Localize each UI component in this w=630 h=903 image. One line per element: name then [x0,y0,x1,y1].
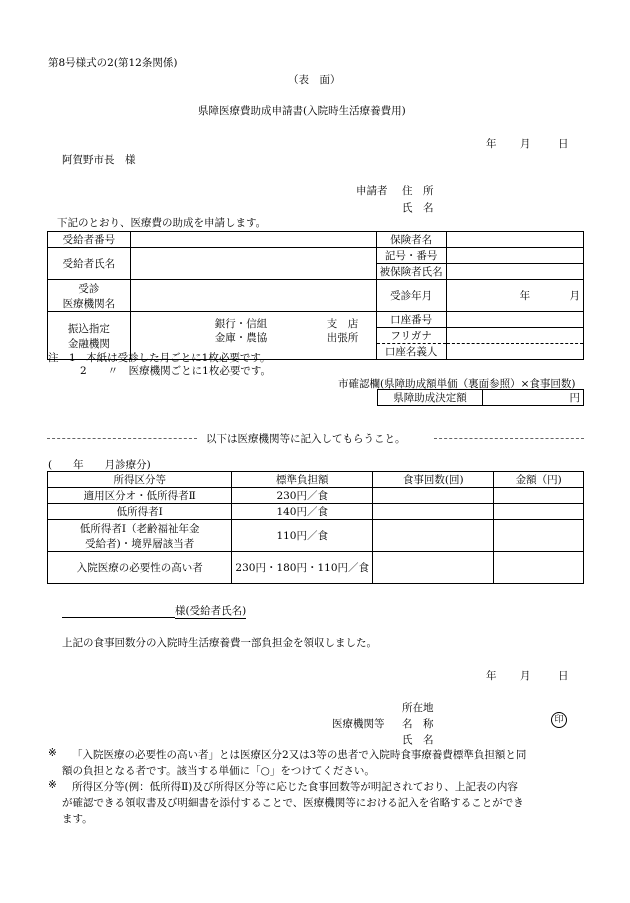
insured-name-field[interactable] [446,264,583,280]
decided-amount-field[interactable] [483,390,584,406]
recipient-name-line[interactable] [62,604,175,618]
account-no-label: 口座番号 [376,312,446,328]
seal-mark [551,712,567,728]
transfer-label-line2: 金融機関 [67,337,110,350]
amount-field[interactable] [494,488,584,504]
bank-type-line1: 銀行・信組 [214,318,268,330]
visit-year-label: 年 [519,290,531,302]
divider-right [434,438,584,439]
applicant-label: 申請者 [356,185,388,197]
date-year-label: 年 [486,138,497,150]
branch-type-line1: 支 店 [326,318,359,330]
amount-field[interactable] [494,520,584,552]
clinic-label-line1: 受診 [78,282,100,295]
seal-icon: 印 [551,712,567,728]
footnote-2-line2: が確認できる領収書及び明細書を添付することで、医療機関等における記入を省略することができ [62,797,524,809]
decided-amount-table [377,389,584,406]
meal-count-field[interactable] [373,520,494,552]
footnote-1-mark: ※ [48,747,57,759]
document-title: 県障医療費助成申請書(入院時生活療養費用) [198,105,406,117]
institution-table [47,471,584,584]
address-label: 住 所 [402,185,434,197]
institution-label: 医療機関等 [332,718,385,730]
meal-count-field[interactable] [373,504,494,520]
institution-name-label: 名 称 [402,718,434,730]
account-holder-field[interactable] [446,344,583,360]
form-number: 第8号様式の2(第12条関係) [48,57,178,69]
insured-name-label: 被保険者氏名 [376,264,446,280]
account-holder-label: 口座名義人 [376,344,446,360]
amount-field[interactable] [494,504,584,520]
account-no-field[interactable] [446,312,583,328]
transfer-label-line1: 振込指定 [67,322,110,335]
table-row [48,488,584,504]
row-category: 低所得者Ⅰ [48,504,232,520]
recipient-no-field[interactable] [130,232,376,248]
receipt-year-label: 年 [486,670,497,682]
meal-count-field[interactable] [373,552,494,584]
insurer-label: 保険者名 [376,232,446,248]
table-row [48,504,584,520]
symbol-no-label: 記号・番号 [376,248,446,264]
visit-month-label: 月 [569,290,580,302]
recipient-name-field[interactable] [130,248,376,280]
amount-field[interactable] [494,552,584,584]
row-category: 入院医療の必要性の高い者 [48,552,232,584]
visit-ym-label: 受診年月 [376,280,446,312]
header-standard-amount: 標準負担額 [232,472,373,488]
representative-name-label: 氏 名 [402,734,434,746]
header-meal-count: 食事回数(回) [373,472,494,488]
furigana-field[interactable] [446,328,583,344]
clinic-label [48,280,131,312]
application-table [47,231,584,360]
side-label: （表 面） [288,74,341,86]
city-check-label: 市確認欄(県障助成額単価（裏面参照）×食事回数) [338,378,576,390]
header-income-category: 所得区分等 [48,472,232,488]
date-month-label: 月 [520,138,531,150]
visit-ym-field[interactable] [446,280,583,312]
divider-left [47,438,197,439]
note-2: 2 〃 医療機関ごとに1枚必要です。 [80,365,272,377]
recipient-name-suffix: 様(受給者氏名) [175,605,247,617]
yen-unit: 円 [569,392,580,404]
divider-text: 以下は医療機関等に記入してもらうこと。 [206,433,406,445]
recipient-no-label: 受給者番号 [48,232,131,248]
date-day-label: 日 [558,138,569,150]
footnote-1-line1: 「入院医療の必要性の高い者」とは医療区分2又は3等の患者で入院時食事療養費標準負担額と同 [72,749,527,761]
symbol-no-field[interactable] [446,248,583,264]
receipt-day-label: 日 [558,670,569,682]
header-amount: 金額（円) [494,472,584,488]
receipt-month-label: 月 [520,670,531,682]
row-category-line1: 低所得者Ⅰ（老齢福祉年金 [79,522,200,535]
clinic-label-line2: 医療機関名 [62,297,116,310]
footnote-2-mark: ※ [48,779,57,791]
row-category [48,520,232,552]
note-1: 注 1 本紙は受診した月ごとに1枚必要です。 [48,352,271,364]
furigana-label: フリガナ [376,328,446,344]
treatment-period: ( 年 月診療分) [48,459,151,471]
row-amount: 230円・180円・110円／食 [232,552,373,584]
location-label: 所在地 [402,702,434,714]
name-label: 氏 名 [402,202,434,214]
table-row [48,552,584,584]
row-amount: 230円／食 [232,488,373,504]
branch-type-line2: 出張所 [326,332,359,344]
clinic-field[interactable] [130,280,376,312]
table-row [48,520,584,552]
row-amount: 140円／食 [232,504,373,520]
intro-text: 下記のとおり、医療費の助成を申請します。 [57,217,267,229]
bank-type-line2: 金庫・農協 [214,332,268,344]
meal-count-field[interactable] [373,488,494,504]
addressee: 阿賀野市長 様 [62,154,136,166]
row-amount: 110円／食 [232,520,373,552]
footnote-2-line1: 所得区分等(例：低所得Ⅱ)及び所得区分等に応じた食事回数等が明記されており、上記表の内容 [72,781,518,793]
receipt-statement: 上記の食事回数分の入院時生活療養費一部負担金を領収しました。 [62,637,377,649]
decided-amount-label: 県障助成決定額 [378,390,483,406]
row-category: 適用区分オ・低所得者Ⅱ [48,488,232,504]
recipient-name-label: 受給者氏名 [48,248,131,280]
footnote-1-line2: 額の負担となる者です。該当する単価に「○」をつけてください。 [62,765,375,777]
footnote-2-line3: ます。 [62,813,93,825]
insurer-field[interactable] [446,232,583,248]
row-category-line2: 受給者)・境界層該当者 [85,537,195,550]
